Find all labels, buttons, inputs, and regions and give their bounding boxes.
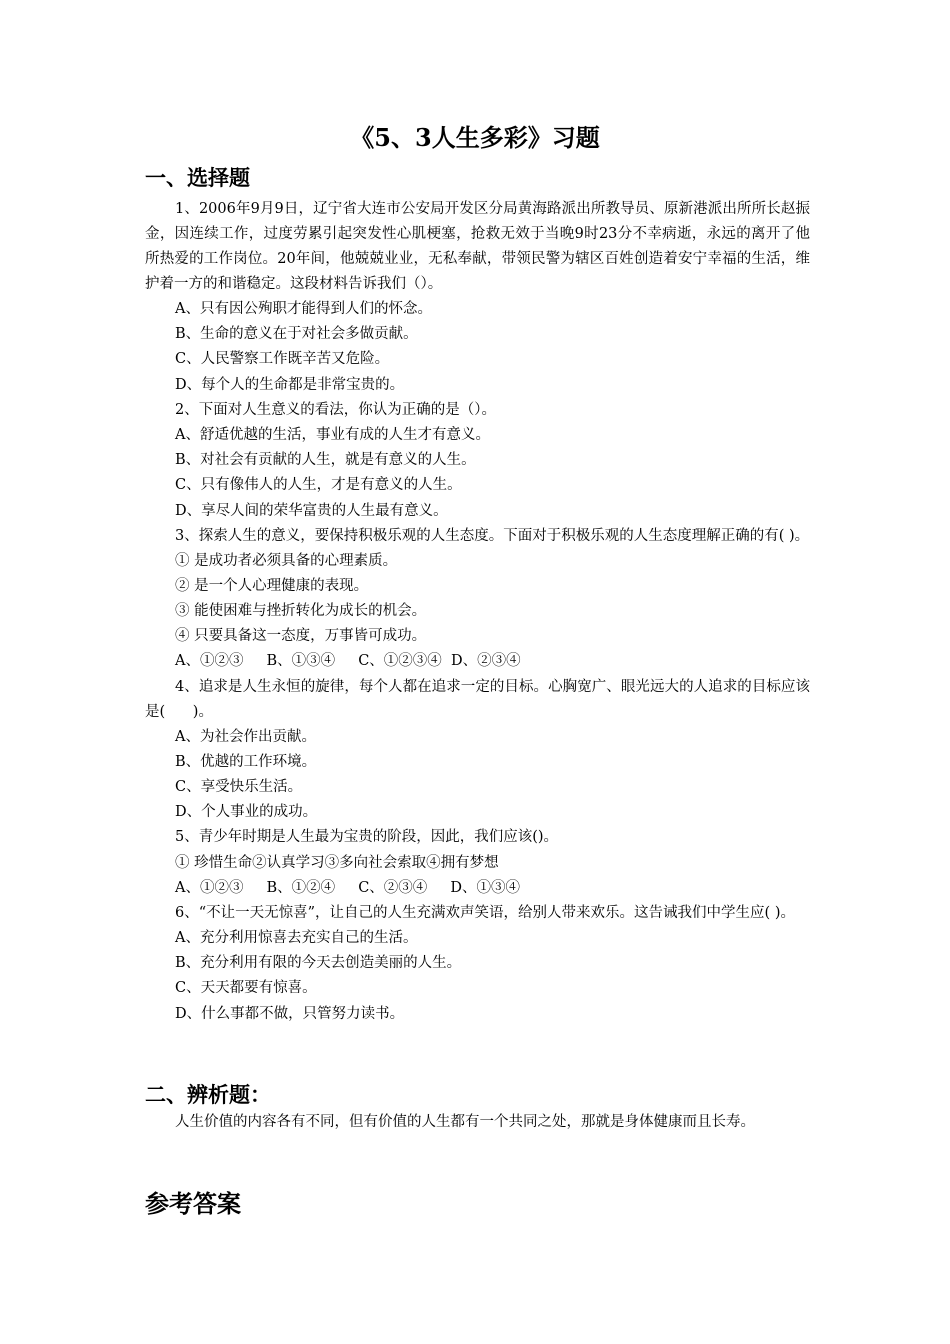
- question-2-stem: 2、下面对人生意义的看法，你认为正确的是（）。: [175, 401, 496, 418]
- analysis-question: [145, 1110, 810, 1135]
- question-4-stem: 4、追求是人生永恒的旋律，每个人都在追求一定的目标。心胸宽广、眼光远大的人追求的目标应该是( )。: [145, 678, 810, 720]
- question-6-option-b: B、充分利用有限的今天去创造美丽的人生。: [175, 955, 462, 972]
- question-2-option-b: B、对社会有贡献的人生，就是有意义的人生。: [175, 452, 476, 469]
- question-3-item-1: ① 是成功者必须具备的心理素质。: [175, 552, 398, 569]
- question-4-option-c: C、享受快乐生活。: [175, 779, 303, 795]
- analysis-question-text: 人生价值的内容各有不同，但有价值的人生都有一个共同之处，那就是身体健康而且长寿。: [175, 1114, 755, 1130]
- question-3-item-3: ③ 能使困难与挫折转化为成长的机会。: [175, 603, 427, 620]
- question-6-option-a: A、充分利用惊喜去充实自己的生活。: [175, 929, 418, 946]
- choice-questions: [145, 197, 810, 1027]
- question-3-choices: A、①②③ B、①③④ C、①②③④ D、②③④: [175, 653, 521, 670]
- document-title: 《5、3人生多彩》习题: [350, 123, 600, 152]
- question-3-stem: 3、探索人生的意义，要保持积极乐观的人生态度。下面对于积极乐观的人生态度理解正确的有( )。: [175, 527, 810, 544]
- question-2-option-c: C、只有像伟人的人生，才是有意义的人生。: [175, 477, 462, 494]
- section-heading-choice: 一、选择题: [145, 165, 250, 190]
- question-1-option-b: B、生命的意义在于对社会多做贡献。: [175, 326, 418, 343]
- question-3-item-2: ② 是一个人心理健康的表现。: [175, 577, 369, 594]
- question-6-option-c: C、天天都要有惊喜。: [175, 980, 317, 997]
- section-heading-analysis: 二、辨析题：: [145, 1082, 271, 1107]
- question-6-stem: 6、“不让一天无惊喜”，让自己的人生充满欢声笑语，给别人带来欢乐。这告诫我们中学生应( )。: [175, 904, 795, 921]
- question-4-option-d: D、个人事业的成功。: [175, 804, 318, 821]
- question-2-option-d: D、享尽人间的荣华富贵的人生最有意义。: [175, 502, 448, 519]
- question-2-option-a: A、舒适优越的生活，事业有成的人生才有意义。: [175, 426, 490, 443]
- question-5-stem: 5、青少年时期是人生最为宝贵的阶段，因此，我们应该()。: [175, 829, 559, 846]
- question-6-option-d: D、什么事都不做，只管努力读书。: [175, 1005, 405, 1022]
- answers-heading: 参考答案: [145, 1189, 241, 1218]
- question-4-option-a: A、为社会作出贡献。: [175, 728, 316, 745]
- question-1-stem: 1、2006年9月9日，辽宁省大连市公安局开发区分局黄海路派出所教导员、原新港派出所所长赵振金，因连续工作，过度劳累引起突发性心肌梗塞，抢救无效于当晚9时23分不幸病逝，永远的离开了他所热爱的工作岗位。20年间，他兢兢业业，无私奉献，带领民警为辖区百姓创造着安宁幸福的生活，维护着一方的和谐稳定。这段材料告诉我们（）。: [145, 201, 810, 292]
- question-5-choices: A、①②③ B、①②④ C、②③④ D、①③④: [175, 879, 520, 896]
- question-5-items: ① 珍惜生命②认真学习③多向社会索取④拥有梦想: [175, 854, 499, 871]
- question-4-option-b: B、优越的工作环境。: [175, 753, 317, 770]
- question-3-item-4: ④ 只要具备这一态度，万事皆可成功。: [175, 628, 427, 645]
- question-1-option-d: D、每个人的生命都是非常宝贵的。: [175, 376, 405, 393]
- question-1-option-c: C、人民警察工作既辛苦又危险。: [175, 351, 390, 368]
- question-1-option-a: A、只有因公殉职才能得到人们的怀念。: [175, 301, 432, 317]
